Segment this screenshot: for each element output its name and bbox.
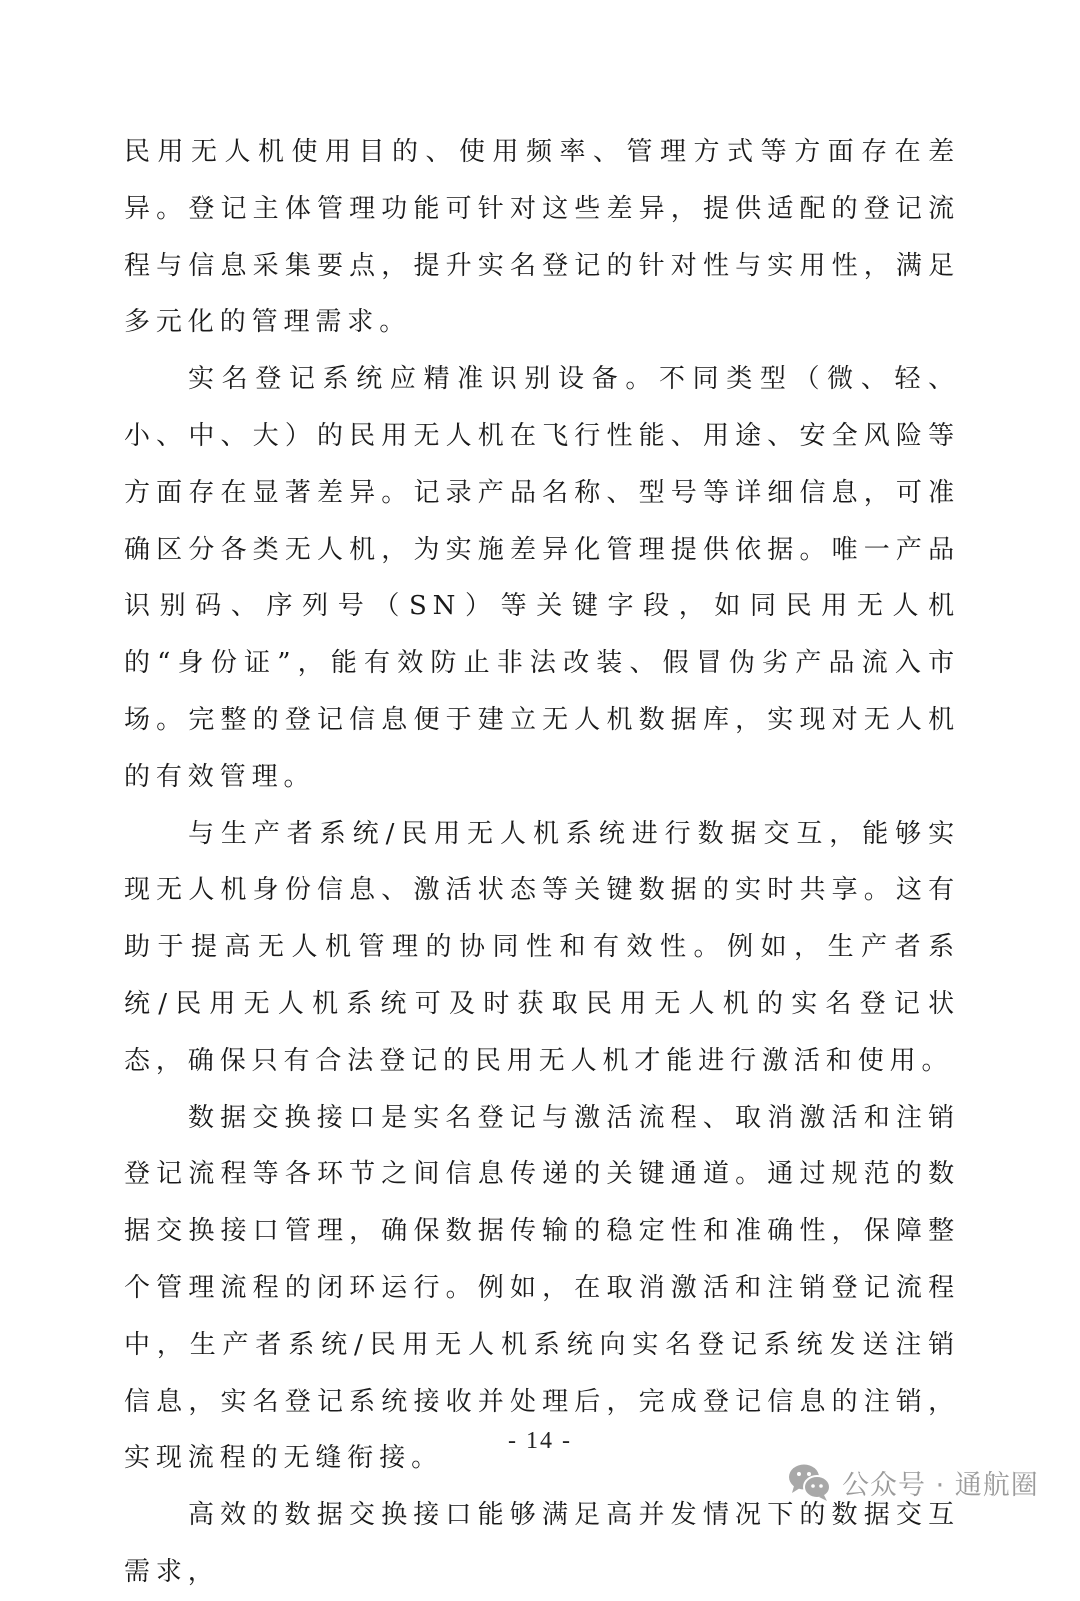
wechat-icon: [788, 1462, 832, 1502]
paragraph-2: 实名登记系统应精准识别设备。不同类型（微、轻、小、中、大）的民用无人机在飞行性能、用途、安全风险等方面存在显著差异。记录产品名称、型号等详细信息，可准确区分各类无人机，为实施差异化管理提供依据。唯一产品识别码、序列号（SN）等关键字段，如同民用无人机的“身份证”，能有效防止非法改装、假冒伪劣产品流入市场。完整的登记信息便于建立无人机数据库，实现对无人机的有效管理。: [124, 364, 960, 792]
paragraph-4: 数据交换接口是实名登记与激活流程、取消激活和注销登记流程等各环节之间信息传递的关键通道。通过规范的数据交换接口管理，确保数据传输的稳定性和准确性，保障整个管理流程的闭环运行。例如，在取消激活和注销登记流程中，生产者系统/民用无人机系统向实名登记系统发送注销信息，实名登记系统接收并处理后，完成登记信息的注销，实现流程的无缝衔接。: [124, 1102, 960, 1474]
paragraph-1: 民用无人机使用目的、使用频率、管理方式等方面存在差异。登记主体管理功能可针对这些差异，提供适配的登记流程与信息采集要点，提升实名登记的针对性与实用性，满足多元化的管理需求。: [124, 137, 960, 338]
paragraph-5: 高效的数据交换接口能够满足高并发情况下的数据交互需求，: [124, 1500, 960, 1587]
body-text: [124, 124, 960, 1601]
paragraph-3: 与生产者系统/民用无人机系统进行数据交互，能够实现无人机身份信息、激活状态等关键数据的实时共享。这有助于提高无人机管理的协同性和有效性。例如，生产者系统/民用无人机系统可及时获取民用无人机的实名登记状态，确保只有合法登记的民用无人机才能进行激活和使用。: [124, 818, 960, 1076]
watermark-text: 公众号 · 通航圈: [842, 1469, 1039, 1501]
page-number: - 14 -: [508, 1428, 572, 1454]
watermark: [788, 1460, 1039, 1504]
